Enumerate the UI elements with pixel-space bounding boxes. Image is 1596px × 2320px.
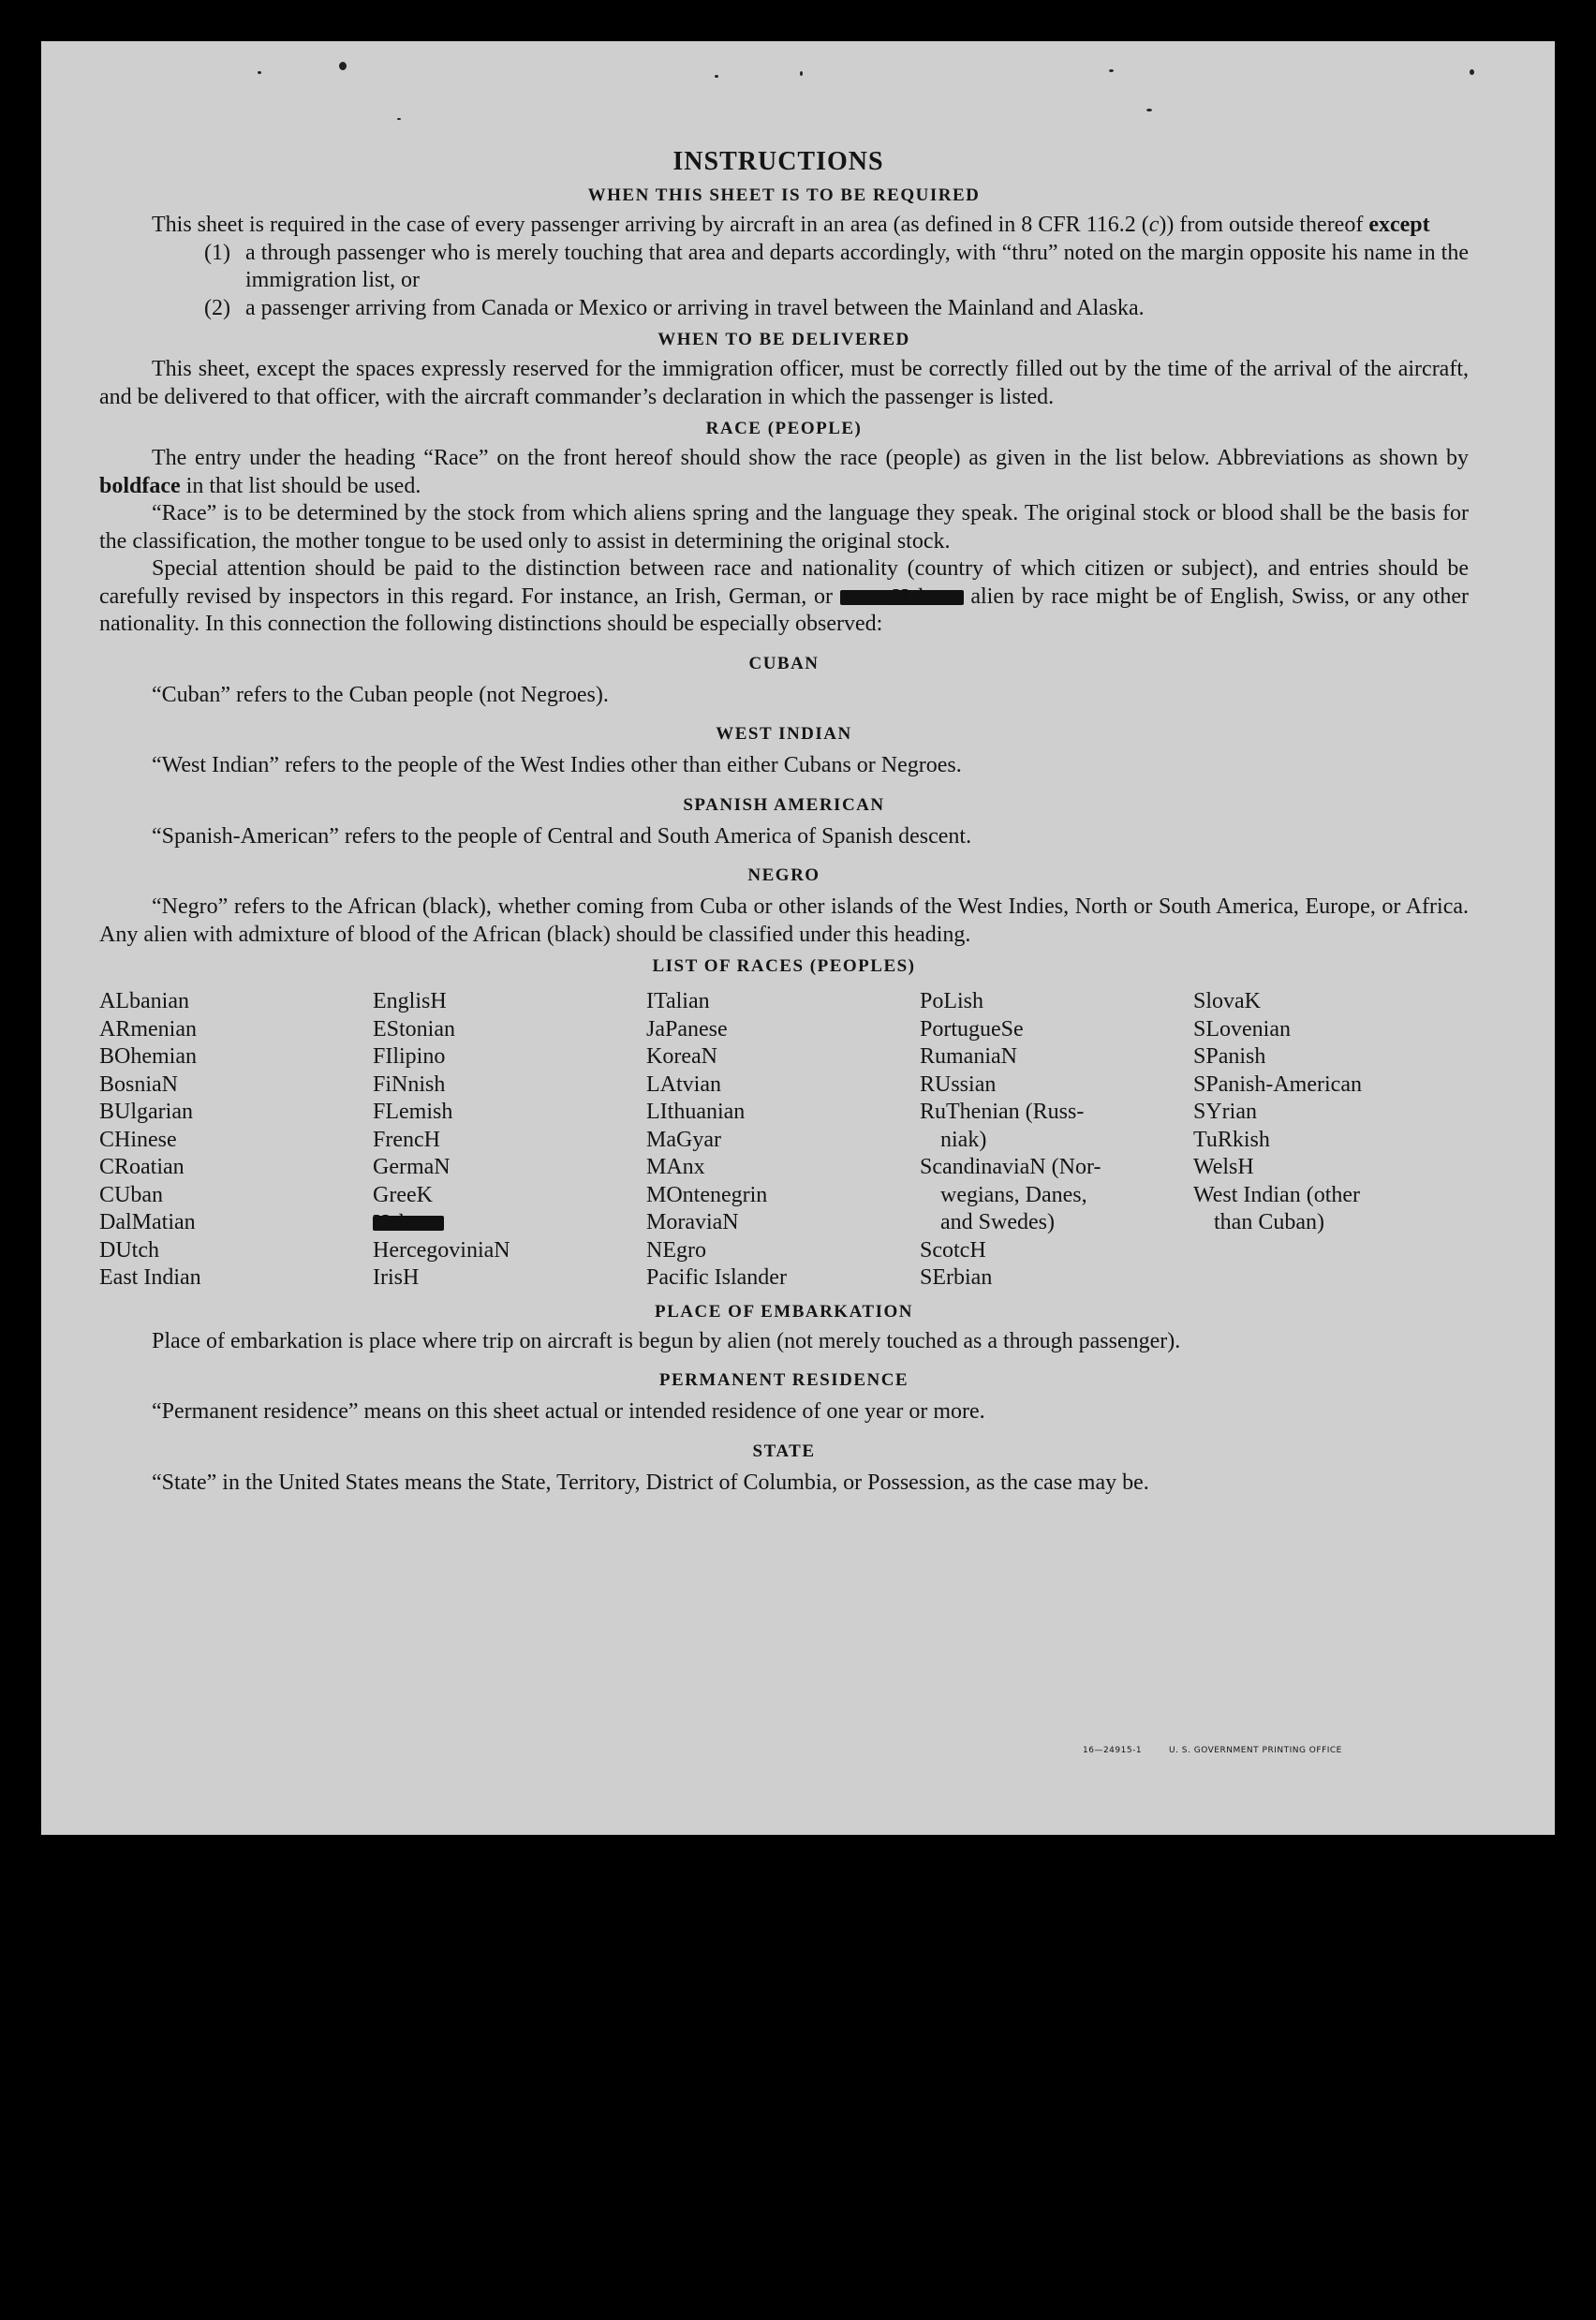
scan-speck	[800, 71, 803, 76]
required-item-1	[99, 240, 1469, 295]
redacted-word: Hebrew	[840, 590, 964, 605]
race-entry: East Indian	[99, 1265, 201, 1290]
race-p3-text-end: alien by race might be of English, Swiss, or any other nationality. In this connection the following distinctions should be especially observed:	[99, 584, 1470, 636]
race-entry: PoLish	[920, 989, 984, 1013]
race-entry: NEgro	[646, 1237, 706, 1263]
race-entry-continued: and Swedes)	[940, 1210, 1055, 1234]
race-entry: SlovaK	[1193, 989, 1261, 1013]
race-entry: MaGyar	[646, 1127, 721, 1152]
section-heading-negro: NEGRO	[747, 865, 820, 885]
race-entry: IrisH	[373, 1265, 420, 1290]
race-entry: DalMatian	[99, 1210, 196, 1234]
race-entry: CRoatian	[99, 1155, 185, 1179]
race-entry: BUlgarian	[99, 1100, 193, 1124]
race-entry: ScandinaviaN (Nor-	[920, 1155, 1101, 1179]
race-entry-redacted	[373, 1209, 646, 1237]
race-entry: BOhemian	[99, 1044, 197, 1069]
race-p1-text-end: in that list should be used.	[180, 473, 421, 498]
race-entry: CHinese	[99, 1127, 177, 1152]
required-intro-text-mid: )) from outside thereof	[1159, 213, 1369, 237]
race-entry: ALbanian	[99, 989, 189, 1013]
section-heading-embarkation: PLACE OF EMBARKATION	[655, 1301, 913, 1322]
race-p1-text: The entry under the heading “Race” on the front hereof should show the race (people) as given in the list below. Abbreviations as shown by	[152, 446, 1469, 470]
page-title: INSTRUCTIONS	[672, 147, 884, 176]
race-entry: SLovenian	[1193, 1016, 1291, 1042]
race-column-2	[373, 988, 646, 1293]
required-intro-italic: c	[1148, 213, 1160, 237]
section-heading-west-indian: WEST INDIAN	[716, 724, 852, 744]
west-indian-text: “West Indian” refers to the people of the West Indies other than either Cubans or Negroes.	[152, 753, 962, 777]
cuban-text: “Cuban” refers to the Cuban people (not Negroes).	[152, 682, 609, 707]
race-entry: FLemish	[373, 1100, 453, 1124]
negro-text: “Negro” refers to the African (black), whether coming from Cuba or other islands of the West Indies, North or South America, Europe, or Africa. Any alien with admixture of blood of the African (black) should be classified under this heading.	[99, 894, 1469, 947]
race-paragraph-3	[99, 555, 1469, 639]
race-entry: FrencH	[373, 1127, 440, 1152]
race-column-1	[99, 988, 373, 1293]
section-heading-race: RACE (PEOPLE)	[705, 419, 863, 438]
document-sheet	[41, 41, 1555, 1835]
race-entry: MOntenegrin	[646, 1182, 768, 1207]
embarkation-text: Place of embarkation is place where trip on aircraft is begun by alien (not merely touched as a through passenger).	[152, 1328, 1181, 1353]
scan-speck	[1470, 69, 1474, 75]
race-entry: PortugueSe	[920, 1016, 1024, 1042]
race-column-5	[1193, 988, 1467, 1293]
race-p3-text: Special attention should be paid to the distinction between race and nationality (country of which citizen or subject), and entries should be carefully revised by inspectors in this regard. For instance, an Irish, German, or	[99, 556, 1469, 609]
race-entry: West Indian (other	[1193, 1182, 1361, 1207]
race-column-4	[920, 988, 1193, 1293]
printer-imprint: U. S. GOVERNMENT PRINTING OFFICE	[1169, 1746, 1342, 1755]
race-entry-continued: than Cuban)	[1214, 1210, 1324, 1234]
section-heading-delivered: WHEN TO BE DELIVERED	[658, 330, 910, 349]
race-entry: FiNnish	[373, 1071, 446, 1097]
race-entry: BosniaN	[99, 1071, 178, 1097]
race-entry: SErbian	[920, 1265, 993, 1290]
item-number: (1)	[204, 240, 230, 265]
race-entry: JaPanese	[646, 1016, 728, 1042]
race-entry: RuThenian (Russ-	[920, 1100, 1085, 1124]
race-entry: FIlipino	[373, 1044, 446, 1069]
race-entry: TuRkish	[1193, 1127, 1270, 1152]
item-text: a through passenger who is merely touching that area and departs accordingly, with “thru” noted on the margin opposite his name in the immigration list, or	[245, 240, 1469, 292]
residence-text: “Permanent residence” means on this sheet actual or intended residence of one year or more.	[152, 1399, 985, 1424]
race-entry: MAnx	[646, 1155, 705, 1179]
race-entry: SYrian	[1193, 1100, 1257, 1124]
race-entry: ScotcH	[920, 1237, 986, 1263]
race-entry: Pacific Islander	[646, 1265, 787, 1290]
race-entry: LAtvian	[646, 1071, 721, 1097]
race-entry: GermaN	[373, 1155, 451, 1179]
race-paragraph-2: “Race” is to be determined by the stock from which aliens spring and the language they speak. The original stock or blood shall be the basis for the classification, the mother tongue to be used only to assist in determining the original stock.	[99, 501, 1469, 554]
scan-speck	[1146, 109, 1152, 111]
scan-speck	[715, 75, 718, 78]
race-entry: SPanish	[1193, 1044, 1266, 1069]
form-number: 16—24915-1	[1083, 1746, 1143, 1755]
scan-speck	[397, 118, 401, 120]
required-intro-bold: except	[1368, 213, 1430, 237]
section-heading-cuban: CUBAN	[748, 653, 820, 673]
item-text: a passenger arriving from Canada or Mexico or arriving in travel between the Mainland and Alaska.	[245, 295, 1145, 320]
section-heading-list: LIST OF RACES (PEOPLES)	[652, 956, 916, 976]
race-p1-bold: boldface	[99, 473, 181, 498]
section-heading-spanish-american: SPANISH AMERICAN	[683, 794, 885, 815]
instructions-content	[99, 146, 1469, 1497]
scan-speck	[258, 71, 261, 74]
race-entry: DUtch	[99, 1237, 159, 1263]
race-entry: MoraviaN	[646, 1210, 739, 1234]
state-text: “State” in the United States means the State, Territory, District of Columbia, or Possession, as the case may be.	[152, 1470, 1149, 1495]
race-entry: GreeK	[373, 1182, 433, 1207]
redacted-word: Hebrew	[373, 1211, 444, 1236]
race-entry: RUssian	[920, 1071, 997, 1097]
spanish-american-text: “Spanish-American” refers to the people of Central and South America of Spanish descent.	[152, 823, 972, 849]
race-entry-continued: niak)	[940, 1127, 987, 1152]
race-entry: WelsH	[1193, 1155, 1254, 1179]
race-entry: RumaniaN	[920, 1044, 1017, 1069]
required-intro	[99, 212, 1469, 240]
race-entry: EnglisH	[373, 989, 447, 1013]
scan-speck	[1109, 69, 1114, 72]
item-number: (2)	[204, 295, 230, 320]
race-entry: KoreaN	[646, 1044, 717, 1069]
race-entry: ITalian	[646, 989, 710, 1013]
race-entry: EStonian	[373, 1016, 455, 1042]
section-heading-residence: PERMANENT RESIDENCE	[658, 1370, 909, 1390]
race-entry: LIthuanian	[646, 1100, 746, 1124]
section-heading-required: WHEN THIS SHEET IS TO BE REQUIRED	[587, 185, 981, 205]
required-item-2	[99, 295, 1469, 323]
race-entry-continued: wegians, Danes,	[940, 1182, 1087, 1207]
race-entry: ARmenian	[99, 1016, 197, 1042]
race-column-3	[646, 988, 920, 1293]
section-heading-state: STATE	[752, 1441, 816, 1461]
race-entry: CUban	[99, 1182, 163, 1207]
scan-speck	[339, 62, 347, 70]
race-entry: SPanish-American	[1193, 1071, 1362, 1097]
required-intro-text: This sheet is required in the case of every passenger arriving by aircraft in an area (as defined in 8 CFR 116.2 (	[152, 213, 1149, 237]
race-list	[99, 988, 1469, 1293]
race-entry: HercegoviniaN	[373, 1237, 510, 1263]
race-paragraph-1	[99, 445, 1469, 500]
delivered-text: This sheet, except the spaces expressly reserved for the immigration officer, must be correctly filled out by the time of the arrival of the aircraft, and be delivered to that officer, with the aircraft commander’s declaration in which the passenger is listed.	[99, 357, 1469, 409]
